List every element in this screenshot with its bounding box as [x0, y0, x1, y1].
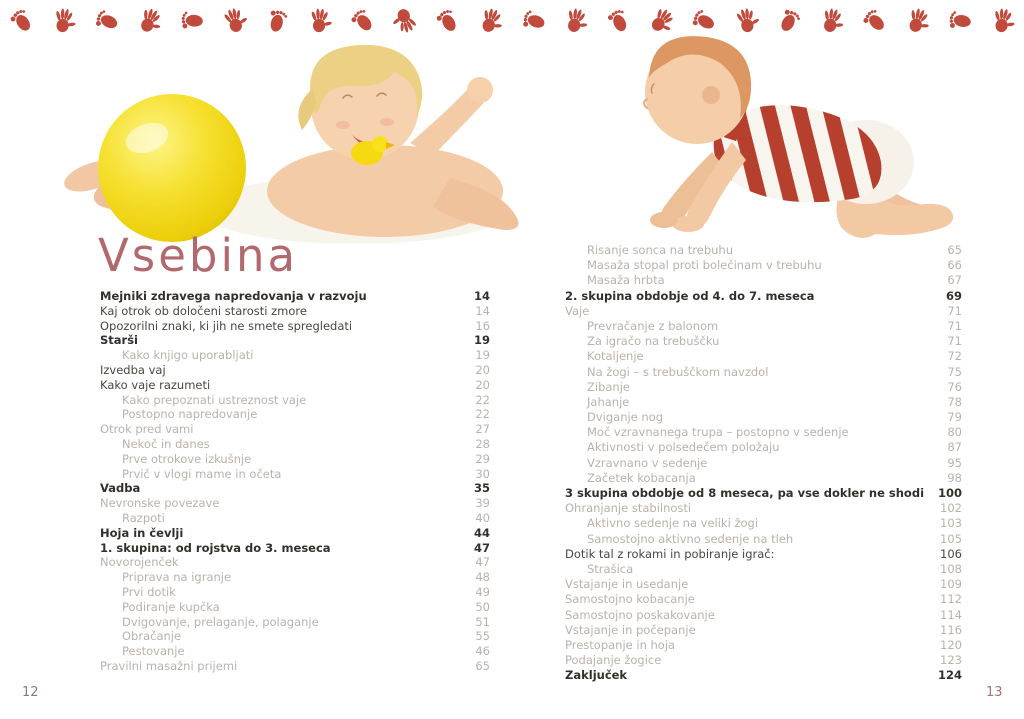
toc-entry — [565, 471, 962, 486]
toc-entry — [565, 425, 962, 440]
toc-entry — [565, 365, 962, 380]
toc-entry-page: 40 — [475, 510, 490, 525]
toc-entry-page: 67 — [947, 273, 962, 288]
page-number-right: 13 — [986, 685, 1003, 700]
toc-entry-label: Strašica — [587, 561, 634, 576]
toc-entry-label: Ohranjanje stabilnosti — [565, 501, 692, 516]
toc-entry-page: 14 — [473, 289, 490, 303]
toc-entry-label: Pestovanje — [122, 644, 185, 659]
toc-entry-label: Moč vzravnanega trupa – postopno v sedenje — [587, 425, 849, 440]
toc-entry — [565, 258, 962, 273]
toc-entry-label: Priprava na igranje — [122, 570, 232, 585]
toc-entry-page: 46 — [475, 644, 490, 659]
toc-entry-label: Risanje sonca na trebuhu — [587, 243, 733, 257]
toc-entry — [565, 562, 962, 577]
toc-entry-page: 109 — [940, 577, 962, 592]
toc-entry-page: 103 — [940, 516, 962, 531]
toc-entry-page: 22 — [475, 407, 490, 422]
toc-entry-label: Prve otrokove izkušnje — [122, 451, 252, 466]
toc-entry-label: Zibanje — [587, 379, 630, 394]
toc-entry — [100, 615, 490, 630]
toc-entry-page: 100 — [937, 486, 962, 500]
toc-column-left — [100, 289, 490, 674]
toc-entry-page: 39 — [475, 496, 490, 511]
toc-entry — [100, 348, 490, 363]
toc-entry-label: Otrok pred vami — [100, 422, 194, 437]
toc-entry-page: 29 — [475, 451, 490, 466]
toc-entry — [100, 555, 490, 570]
toc-entry — [100, 304, 490, 319]
toc-entry-page: 20 — [475, 362, 490, 377]
toc-entry-label: Nekoč in danes — [122, 436, 210, 451]
toc-entry — [565, 486, 962, 501]
toc-entry-page: 78 — [947, 394, 962, 409]
toc-entry-label: Vzravnano v sedenje — [587, 455, 708, 470]
toc-entry-page: 69 — [945, 288, 962, 303]
toc-entry — [565, 349, 962, 364]
toc-entry — [100, 600, 490, 615]
toc-entry-label: Jahanje — [587, 394, 630, 409]
toc-entry-page: 71 — [947, 303, 962, 318]
toc-entry — [100, 570, 490, 585]
toc-entry-page: 35 — [473, 481, 490, 496]
toc-entry-label: Podiranje kupčka — [122, 599, 220, 614]
toc-entry — [100, 452, 490, 467]
toc-entry-page: 120 — [940, 637, 962, 652]
toc-entry-label: Nevronske povezave — [100, 496, 220, 511]
toc-entry-page: 124 — [937, 668, 962, 683]
toc-entry — [565, 668, 962, 683]
toc-entry-page: 66 — [947, 258, 962, 273]
toc-entry-label: Izvedba vaj — [100, 362, 166, 377]
toc-entry-label: Vadba — [100, 481, 141, 496]
toc-entry — [565, 653, 962, 668]
toc-entry-page: 116 — [940, 622, 962, 637]
toc-entry-page: 47 — [473, 540, 490, 555]
toc-entry-label: Masaža hrbta — [587, 273, 665, 288]
toc-entry-page: 19 — [475, 348, 490, 363]
toc-entry — [565, 380, 962, 395]
toc-entry-label: Kako vaje razumeti — [100, 377, 211, 392]
toc-entry — [565, 273, 962, 288]
toc-entry — [565, 592, 962, 607]
toc-entry — [100, 378, 490, 393]
toc-entry-page: 30 — [475, 466, 490, 481]
toc-entry-label: Dvigovanje, prelaganje, polaganje — [122, 614, 319, 629]
toc-entry — [565, 608, 962, 623]
toc-entry — [565, 304, 962, 319]
toc-entry-page: 47 — [475, 555, 490, 570]
toc-entry-page: 55 — [475, 629, 490, 644]
toc-entry-label: Kako prepoznati ustreznost vaje — [122, 392, 307, 407]
toc-entry — [100, 526, 490, 541]
toc-entry-page: 72 — [947, 349, 962, 364]
toc-entry — [100, 659, 490, 674]
toc-entry-label: Samostojno aktivno sedenje na tleh — [587, 531, 794, 546]
toc-entry-label: Aktivnosti v polsedečem položaju — [587, 440, 780, 455]
toc-entry-label: Prevračanje z balonom — [587, 318, 719, 333]
toc-entry-page: 27 — [475, 422, 490, 437]
toc-entry-label: Vstajanje in počepanje — [565, 622, 696, 637]
toc-entry — [565, 516, 962, 531]
toc-entry-page: 80 — [947, 425, 962, 440]
toc-entry-label: Masaža stopal proti bolečinam v trebuhu — [587, 258, 822, 273]
toc-entry-label: Podajanje žogice — [565, 653, 662, 668]
toc-entry — [100, 481, 490, 496]
footprint-icon — [3, 1, 41, 39]
toc-entry-label: Zaključek — [565, 668, 628, 683]
toc-entry-label: Prvič v vlogi mame in očeta — [122, 466, 282, 481]
toc-entry-label: Kotaljenje — [587, 349, 644, 364]
toc-entry — [565, 395, 962, 410]
toc-entry — [565, 638, 962, 653]
toc-entry — [565, 289, 962, 304]
toc-entry-label: Dviganje nog — [587, 410, 664, 425]
toc-entry — [565, 577, 962, 592]
toc-entry-label: Vstajanje in usedanje — [565, 577, 689, 592]
handprint-icon — [987, 4, 1018, 35]
toc-entry-label: Pravilni masažni prijemi — [100, 658, 238, 673]
toc-column-right — [565, 243, 962, 683]
toc-entry — [565, 334, 962, 349]
toc-entry — [100, 422, 490, 437]
toc-entry-page: 95 — [947, 455, 962, 470]
crawling-baby-photo — [612, 2, 972, 242]
toc-entry-label: Začetek kobacanja — [587, 470, 696, 485]
toc-entry-label: Mejniki zdravega napredovanja v razvoju — [100, 289, 367, 303]
toc-entry-label: Samostojno poskakovanje — [565, 607, 715, 622]
toc-entry-label: Na žogi – s trebuščkom navzdol — [587, 364, 769, 379]
toc-entry — [100, 319, 490, 334]
toc-entry-label: Prvi dotik — [122, 584, 176, 599]
toc-entry-label: Razpoti — [122, 510, 165, 525]
toc-entry-label: Kako knjigo uporabljati — [122, 348, 254, 363]
toc-entry-label: Obračanje — [122, 629, 182, 644]
toc-entry-label: Novorojenček — [100, 555, 179, 570]
toc-entry-label: 2. skupina obdobje od 4. do 7. meseca — [565, 288, 815, 303]
toc-entry — [100, 393, 490, 408]
toc-entry — [565, 456, 962, 471]
toc-entry-page: 87 — [947, 440, 962, 455]
toc-entry-page: 106 — [940, 546, 962, 561]
toc-entry — [100, 644, 490, 659]
toc-entry — [100, 585, 490, 600]
toc-entry — [565, 501, 962, 516]
toc-entry — [100, 541, 490, 556]
toc-entry — [565, 243, 962, 258]
toc-entry — [100, 437, 490, 452]
toc-entry-page: 76 — [947, 379, 962, 394]
toc-entry — [100, 407, 490, 422]
toc-entry-page: 102 — [940, 501, 962, 516]
toc-entry-page: 108 — [940, 561, 962, 576]
toc-entry — [100, 363, 490, 378]
toc-entry-page: 105 — [940, 531, 962, 546]
toc-entry-label: 3 skupina obdobje od 8 meseca, pa vse dokler ne shodi — [565, 486, 925, 500]
toc-entry — [100, 467, 490, 482]
toc-entry-page: 112 — [940, 592, 962, 607]
toc-entry-label: Aktivno sedenje na veliki žogi — [587, 516, 759, 531]
toc-entry-page: 19 — [473, 333, 490, 348]
toc-entry-page: 71 — [947, 334, 962, 349]
toc-entry-label: Postopno napredovanje — [122, 407, 258, 422]
toc-entry-page: 28 — [475, 436, 490, 451]
handprint-icon — [559, 3, 592, 36]
toc-entry-label: Kaj otrok ob določeni starosti zmore — [100, 303, 307, 318]
toc-entry-page: 22 — [475, 392, 490, 407]
toc-entry-page: 71 — [947, 318, 962, 333]
toc-entry-label: Starši — [100, 333, 138, 348]
toc-entry-page: 16 — [475, 318, 490, 333]
toc-entry-page: 79 — [947, 410, 962, 425]
toc-entry — [565, 532, 962, 547]
toc-entry — [565, 440, 962, 455]
toc-entry-label: Samostojno kobacanje — [565, 592, 695, 607]
toc-entry-page: 51 — [475, 614, 490, 629]
page-number-left: 12 — [22, 685, 39, 700]
toc-entry-page: 49 — [475, 584, 490, 599]
toc-entry-page: 14 — [475, 303, 490, 318]
toc-entry — [565, 319, 962, 334]
toc-entry-label: Hoja in čevlji — [100, 525, 184, 540]
toc-entry-page: 65 — [475, 658, 490, 673]
toc-entry-page: 44 — [473, 525, 490, 540]
toc-entry — [565, 410, 962, 425]
toc-entry — [100, 496, 490, 511]
toc-entry-label: Za igračo na trebuščku — [587, 334, 720, 349]
toc-entry-label: Vaje — [565, 303, 590, 318]
toc-entry — [100, 333, 490, 348]
toc-entry-page: 50 — [475, 599, 490, 614]
toc-entry — [100, 511, 490, 526]
toc-entry-page: 20 — [475, 377, 490, 392]
yellow-balloon — [98, 94, 246, 242]
toc-entry-label: Dotik tal z rokami in pobiranje igrač: — [565, 546, 775, 561]
toc-entry-page: 65 — [947, 243, 962, 257]
toc-entry-page: 114 — [940, 607, 962, 622]
page-title: Vsebina — [98, 229, 299, 282]
toc-entry-page: 48 — [475, 570, 490, 585]
crawling-baby-illustration — [644, 36, 953, 242]
baby-with-balloon-photo — [55, 28, 525, 243]
toc-entry-page: 75 — [947, 364, 962, 379]
toc-entry — [100, 289, 490, 304]
toc-entry — [565, 623, 962, 638]
toc-entry — [100, 629, 490, 644]
toc-entry-page: 123 — [940, 653, 962, 668]
toc-entry-label: Prestopanje in hoja — [565, 637, 676, 652]
toc-entry-label: Opozorilni znaki, ki jih ne smete spregledati — [100, 318, 353, 333]
toc-entry — [565, 547, 962, 562]
toc-entry-page: 98 — [947, 470, 962, 485]
toc-entry-label: 1. skupina: od rojstva do 3. meseca — [100, 540, 331, 555]
